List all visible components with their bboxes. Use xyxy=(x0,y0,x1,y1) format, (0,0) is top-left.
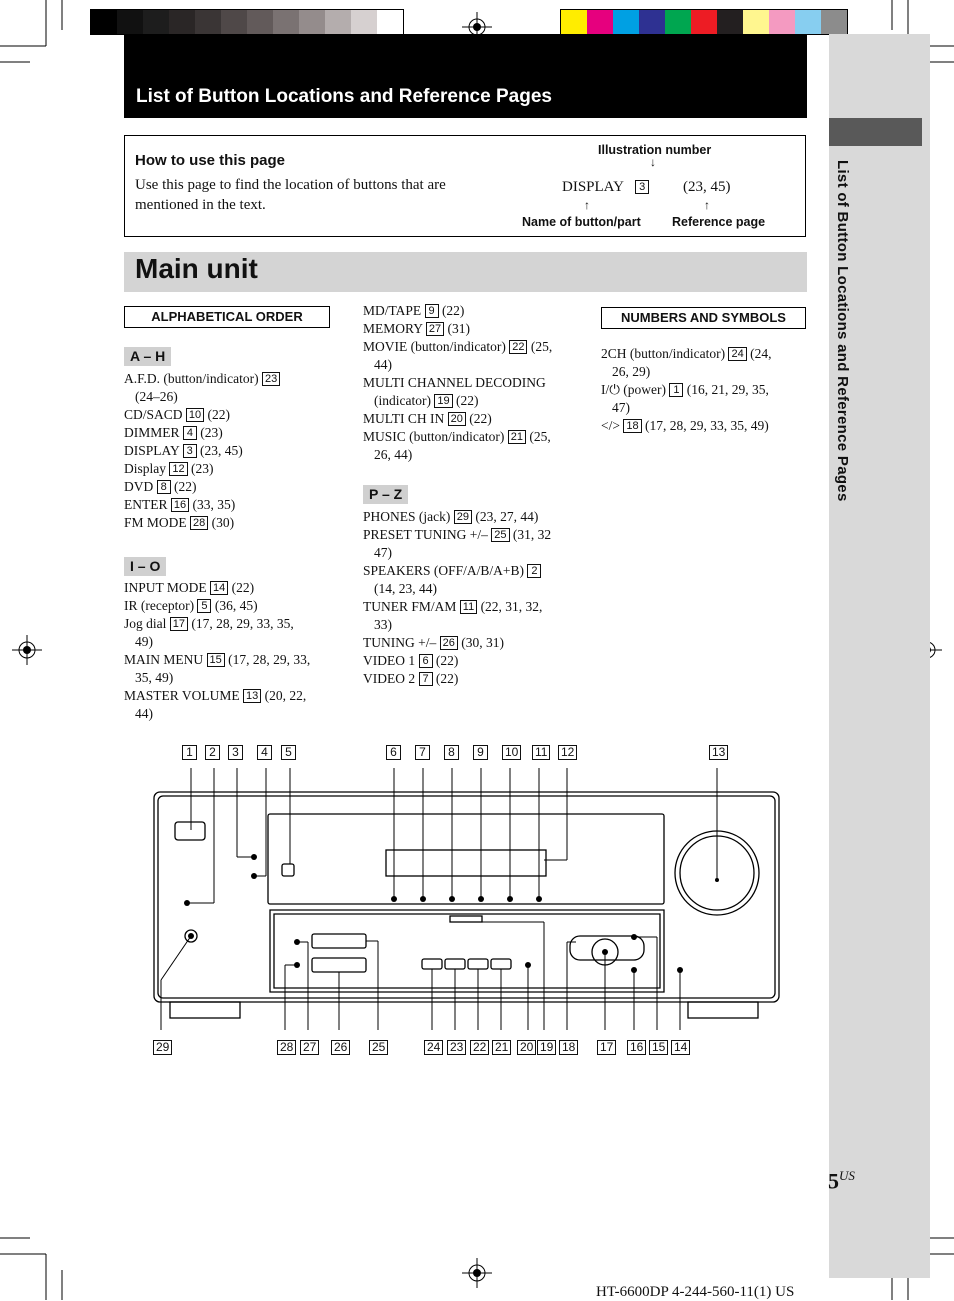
item-number: 9 xyxy=(425,304,439,318)
diagram-callout: 20 xyxy=(517,1040,536,1055)
diagram-callout: 8 xyxy=(444,745,459,760)
item-name: VIDEO 1 xyxy=(363,653,416,668)
item-name: FM MODE xyxy=(124,515,191,530)
list-item-continued: 33) xyxy=(374,617,392,632)
item-pages: (17, 28, 29, 33, xyxy=(224,652,311,667)
diagram-callout: 2 xyxy=(205,745,220,760)
item-name: TUNING +/– xyxy=(363,635,437,650)
item-number: 25 xyxy=(491,528,509,542)
item-name: MAIN MENU xyxy=(124,652,204,667)
item-number: 6 xyxy=(419,654,433,668)
item-number: 28 xyxy=(190,516,208,530)
list-item xyxy=(363,508,583,526)
item-name: DVD xyxy=(124,479,157,494)
item-pages: (30) xyxy=(208,515,235,530)
diagram-callout: 26 xyxy=(331,1040,350,1055)
item-number: 26 xyxy=(440,636,458,650)
list-item xyxy=(124,460,349,478)
list-i-o xyxy=(124,579,349,723)
diagram-callout: 23 xyxy=(447,1040,466,1055)
diagram-callout: 13 xyxy=(709,745,728,760)
item-name: Jog dial xyxy=(124,616,167,631)
range-i-o: I – O xyxy=(124,557,166,576)
item-number: 22 xyxy=(509,340,527,354)
side-tab-label: List of Button Locations and Reference Pages xyxy=(834,160,851,502)
calibration-swatch xyxy=(743,10,769,34)
item-number: 13 xyxy=(243,689,261,703)
diagram-callout: 19 xyxy=(537,1040,556,1055)
item-pages: (23) xyxy=(196,425,223,440)
calibration-swatch xyxy=(561,10,587,34)
item-pages: (22) xyxy=(432,671,459,686)
gray-calibration-bar xyxy=(90,9,404,35)
item-number: 7 xyxy=(419,672,433,686)
item-number: 2 xyxy=(527,564,541,578)
item-number: 11 xyxy=(460,600,477,614)
item-name: CD/SACD xyxy=(124,407,186,422)
item-name: Display xyxy=(124,461,170,476)
side-tab-marker xyxy=(829,118,922,146)
diagram-callout: 21 xyxy=(492,1040,511,1055)
calibration-swatch xyxy=(795,10,821,34)
calibration-swatch xyxy=(221,10,247,34)
list-item xyxy=(124,615,349,633)
list-numbers-symbols xyxy=(601,345,806,435)
calibration-swatch xyxy=(639,10,665,34)
list-item-continued: 26, 44) xyxy=(374,447,413,462)
example-button-name xyxy=(562,179,649,196)
item-name: DISPLAY xyxy=(124,443,183,458)
list-item xyxy=(363,338,583,356)
item-number: 12 xyxy=(169,462,187,476)
calibration-swatch xyxy=(769,10,795,34)
item-name: IR (receptor) xyxy=(124,598,195,613)
calibration-swatch xyxy=(717,10,743,34)
page-number-suffix: US xyxy=(839,1168,855,1183)
calibration-swatch xyxy=(325,10,351,34)
item-name: PHONES (jack) xyxy=(363,509,451,524)
list-item xyxy=(363,634,583,652)
diagram-callout: 5 xyxy=(281,745,296,760)
item-pages: (22) xyxy=(204,407,231,422)
receiver-front-panel-diagram xyxy=(140,760,790,1040)
arrow-up-icon: ↑ xyxy=(584,198,590,212)
item-pages: (25, xyxy=(526,429,551,444)
item-number: 29 xyxy=(454,510,472,524)
diagram-callout: 24 xyxy=(424,1040,443,1055)
diagram-callout: 15 xyxy=(649,1040,668,1055)
diagram-callout: 16 xyxy=(627,1040,646,1055)
list-item xyxy=(601,345,806,363)
calibration-swatch xyxy=(351,10,377,34)
item-pages: (24, xyxy=(746,346,772,361)
item-number: 17 xyxy=(170,617,188,631)
range-a-h: A – H xyxy=(124,347,171,366)
item-name: 2CH (button/indicator) xyxy=(601,346,726,361)
item-number: 14 xyxy=(210,581,228,595)
item-pages: (24–26) xyxy=(135,389,178,404)
list-m-o xyxy=(363,302,583,464)
item-name: INPUT MODE xyxy=(124,580,207,595)
list-item xyxy=(124,651,349,669)
numbers-and-symbols-label: NUMBERS AND SYMBOLS xyxy=(601,307,806,329)
diagram-callout: 28 xyxy=(277,1040,296,1055)
item-number: 8 xyxy=(157,480,171,494)
item-name: MULTI CH IN xyxy=(363,411,445,426)
list-p-z xyxy=(363,508,583,688)
list-a-h xyxy=(124,370,349,532)
model-footer: HT-6600DP 4-244-560-11(1) US xyxy=(596,1284,795,1300)
list-item xyxy=(363,392,583,410)
list-item xyxy=(124,478,349,496)
diagram-callout: 14 xyxy=(671,1040,690,1055)
page-number xyxy=(828,1168,855,1194)
diagram-callout: 29 xyxy=(153,1040,172,1055)
example-name: DISPLAY xyxy=(562,179,624,195)
item-number: 20 xyxy=(448,412,466,426)
diagram-callout: 12 xyxy=(558,745,577,760)
list-item xyxy=(124,687,349,705)
item-name: PRESET TUNING +/– xyxy=(363,527,488,542)
color-calibration-bar xyxy=(560,9,848,35)
list-item-continued: 49) xyxy=(135,634,153,649)
calibration-swatch xyxy=(377,10,403,34)
list-item xyxy=(363,410,583,428)
diagram-callout: 25 xyxy=(369,1040,388,1055)
item-name: </> xyxy=(601,418,620,433)
range-p-z: P – Z xyxy=(363,485,408,504)
calibration-swatch xyxy=(247,10,273,34)
item-name: A.F.D. (button/indicator) xyxy=(124,371,263,386)
item-pages: (22, 31, 32, xyxy=(477,599,543,614)
arrow-down-icon: ↓ xyxy=(650,155,656,169)
item-pages: (17, 28, 29, 33, 35, 49) xyxy=(641,418,769,433)
calibration-swatch xyxy=(117,10,143,34)
list-item xyxy=(124,406,349,424)
item-pages: (20, 22, xyxy=(261,688,307,703)
list-item-continued: 47) xyxy=(374,545,392,560)
list-item-continued: 47) xyxy=(612,400,630,415)
list-item xyxy=(363,428,583,446)
list-item xyxy=(124,424,349,442)
calibration-swatch xyxy=(273,10,299,34)
reference-page-label: Reference page xyxy=(672,215,766,229)
item-pages: (23, 27, 44) xyxy=(472,509,539,524)
item-name: DIMMER xyxy=(124,425,183,440)
item-name: I/⏻ (power) xyxy=(601,382,667,397)
item-number: 15 xyxy=(207,653,225,667)
item-pages: (22) xyxy=(170,479,197,494)
list-item xyxy=(124,579,349,597)
list-item xyxy=(363,652,583,670)
diagram-callout: 4 xyxy=(257,745,272,760)
item-number: 4 xyxy=(183,426,197,440)
item-name: MASTER VOLUME xyxy=(124,688,240,703)
item-pages: (23, 45) xyxy=(196,443,243,458)
item-name: MOVIE (button/indicator) xyxy=(363,339,506,354)
item-number: 1 xyxy=(669,383,683,397)
list-item xyxy=(124,370,349,388)
item-pages: (36, 45) xyxy=(211,598,258,613)
item-pages: (31, 32 xyxy=(509,527,552,542)
list-item-continued: (14, 23, 44) xyxy=(374,581,437,596)
item-pages: (22) xyxy=(432,653,459,668)
alphabetical-order-label: ALPHABETICAL ORDER xyxy=(124,306,330,328)
list-item-continued: 26, 29) xyxy=(612,364,651,379)
item-pages: (22) xyxy=(438,303,465,318)
item-pages: (33, 35) xyxy=(189,497,236,512)
item-name: VIDEO 2 xyxy=(363,671,416,686)
item-number: 23 xyxy=(262,372,280,386)
list-item-continued: 44) xyxy=(135,706,153,721)
item-pages: (25, xyxy=(527,339,553,354)
calibration-swatch xyxy=(691,10,717,34)
list-item xyxy=(363,526,583,544)
item-number: 27 xyxy=(426,322,444,336)
list-item xyxy=(601,417,806,435)
item-number: 5 xyxy=(197,599,211,613)
calibration-swatch xyxy=(821,10,847,34)
item-pages: (16, 21, 29, 35, xyxy=(683,382,769,397)
diagram-callout: 27 xyxy=(300,1040,319,1055)
item-name: MD/TAPE xyxy=(363,303,422,318)
item-pages: (22) xyxy=(228,580,255,595)
calibration-swatch xyxy=(299,10,325,34)
item-pages: (17, 28, 29, 33, 35, xyxy=(188,616,294,631)
item-name: MULTI CHANNEL DECODING xyxy=(363,375,546,390)
item-pages: (30, 31) xyxy=(457,635,504,650)
list-item xyxy=(363,374,583,392)
list-item xyxy=(363,320,583,338)
list-item xyxy=(363,302,583,320)
main-unit-title: Main unit xyxy=(135,253,258,284)
calibration-swatch xyxy=(169,10,195,34)
diagram-callout: 10 xyxy=(502,745,521,760)
item-name: MUSIC (button/indicator) xyxy=(363,429,505,444)
list-item xyxy=(124,597,349,615)
item-number: 21 xyxy=(508,430,526,444)
diagram-callout: 17 xyxy=(597,1040,616,1055)
calibration-swatch xyxy=(613,10,639,34)
item-name: (indicator) xyxy=(374,393,435,408)
list-item xyxy=(363,598,583,616)
calibration-swatch xyxy=(587,10,613,34)
calibration-swatch xyxy=(91,10,117,34)
diagram-callout: 9 xyxy=(473,745,488,760)
item-number: 24 xyxy=(728,347,746,361)
diagram-callout: 18 xyxy=(559,1040,578,1055)
name-of-button-label: Name of button/part xyxy=(522,215,641,229)
list-item xyxy=(124,496,349,514)
diagram-callout: 11 xyxy=(532,745,550,760)
list-item xyxy=(124,514,349,532)
calibration-swatch xyxy=(143,10,169,34)
item-name: ENTER xyxy=(124,497,171,512)
howto-text: Use this page to find the location of buttons that are mentioned in the text. xyxy=(135,177,446,213)
item-number: 3 xyxy=(183,444,197,458)
item-number: 10 xyxy=(186,408,204,422)
diagram-callout: 7 xyxy=(415,745,430,760)
diagram-callout: 6 xyxy=(386,745,401,760)
item-name: SPEAKERS (OFF/A/B/A+B) xyxy=(363,563,525,578)
header-title: List of Button Locations and Reference Pages xyxy=(136,86,552,107)
illustration-number-label: Illustration number xyxy=(598,143,712,157)
item-name: MEMORY xyxy=(363,321,423,336)
list-item xyxy=(124,442,349,460)
diagram-callout: 22 xyxy=(470,1040,489,1055)
page-number-value: 5 xyxy=(828,1168,839,1194)
arrow-up-icon: ↑ xyxy=(704,198,710,212)
item-pages: (22) xyxy=(465,411,492,426)
diagram-callout: 1 xyxy=(182,745,197,760)
example-pages: (23, 45) xyxy=(683,179,731,195)
list-item xyxy=(601,381,806,399)
item-number: 16 xyxy=(171,498,189,512)
item-pages: (23) xyxy=(187,461,214,476)
item-number: 19 xyxy=(434,394,452,408)
list-item xyxy=(363,670,583,688)
list-item xyxy=(363,562,583,580)
item-name: TUNER FM/AM xyxy=(363,599,457,614)
calibration-swatch xyxy=(195,10,221,34)
example-number: 3 xyxy=(635,180,649,194)
list-item-continued: 44) xyxy=(374,357,392,372)
diagram-callout: 3 xyxy=(228,745,243,760)
calibration-swatch xyxy=(665,10,691,34)
item-number: 18 xyxy=(623,419,641,433)
list-item-continued: 35, 49) xyxy=(135,670,174,685)
item-pages: (22) xyxy=(452,393,479,408)
howto-heading: How to use this page xyxy=(135,152,286,169)
item-pages: (31) xyxy=(444,321,471,336)
